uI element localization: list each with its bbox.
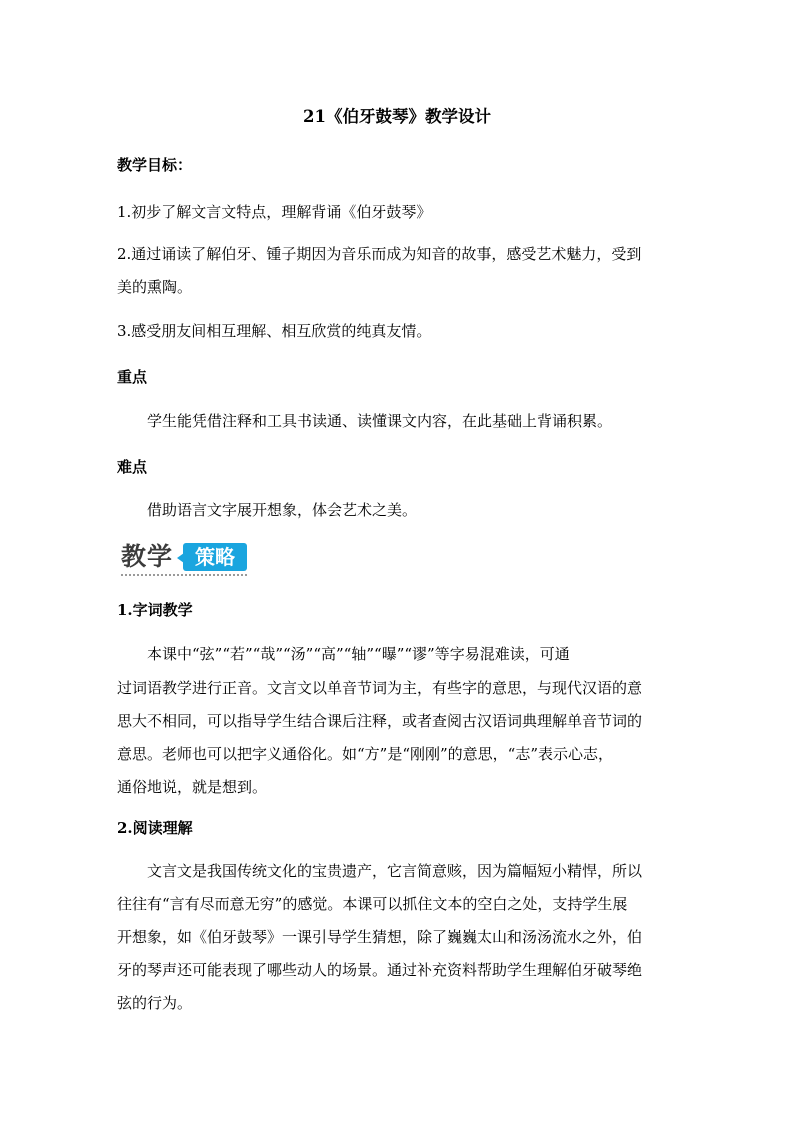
section1-line-2: 过词语教学进行正音。文言文以单音节词为主，有些字的意思，与现代汉语的意 xyxy=(117,679,643,697)
strategy-banner xyxy=(117,540,253,576)
section2-line-3: 开想象，如《伯牙鼓琴》一课引导学生猜想，除了巍巍太山和汤汤流水之外，伯 xyxy=(117,928,643,946)
section1-heading: 1.字词教学 xyxy=(117,601,193,619)
difficulty-text: 借助语言文字展开想象，体会艺术之美。 xyxy=(147,501,418,519)
key-text: 学生能凭借注释和工具书读通、读懂课文内容，在此基础上背诵积累。 xyxy=(147,412,613,430)
section2-heading: 2.阅读理解 xyxy=(117,819,193,837)
difficulty-heading: 难点 xyxy=(117,458,148,476)
banner-box xyxy=(183,543,247,571)
section1-line-3: 思大不相同，可以指导学生结合课后注释，或者查阅古汉语词典理解单音节词的 xyxy=(117,712,643,730)
section1-line-1: 本课中“弦”“若”“哉”“汤”“高”“轴”“曝”“谬”等字易混难读，可通 xyxy=(147,645,570,663)
banner-main-text: 教学 xyxy=(121,542,174,571)
document-title: 21《伯牙鼓琴》教学设计 xyxy=(303,107,491,126)
section2-line-5: 弦的行为。 xyxy=(117,994,193,1012)
section1-line-4: 意思。老师也可以把字义通俗化。如“方”是“刚刚”的意思，“志”表示心志， xyxy=(117,745,614,763)
section2-line-1: 文言文是我国传统文化的宝贵遗产，它言简意赅，因为篇幅短小精悍，所以 xyxy=(147,862,643,880)
banner-dotted-rule xyxy=(121,574,247,576)
section2-line-4: 牙的琴声还可能表现了哪些动人的场景。通过补充资料帮助学生理解伯牙破琴绝 xyxy=(117,961,643,979)
section2-line-2: 往往有“言有尽而意无穷”的感觉。本课可以抓住文本的空白之处，支持学生展 xyxy=(117,895,628,913)
goal-item-2-cont: 美的熏陶。 xyxy=(117,278,193,296)
banner-box-text: 策略 xyxy=(195,545,235,569)
key-heading: 重点 xyxy=(117,368,148,386)
goal-item-2: 2.通过诵读了解伯牙、锺子期因为音乐而成为知音的故事，感受艺术魅力，受到 xyxy=(117,245,642,263)
goal-item-1: 1.初步了解文言文特点，理解背诵《伯牙鼓琴》 xyxy=(117,203,432,221)
section1-line-5: 通俗地说，就是想到。 xyxy=(117,778,268,796)
goal-item-3: 3.感受朋友间相互理解、相互欣赏的纯真友情。 xyxy=(117,322,432,340)
goals-heading: 教学目标： xyxy=(117,156,193,174)
